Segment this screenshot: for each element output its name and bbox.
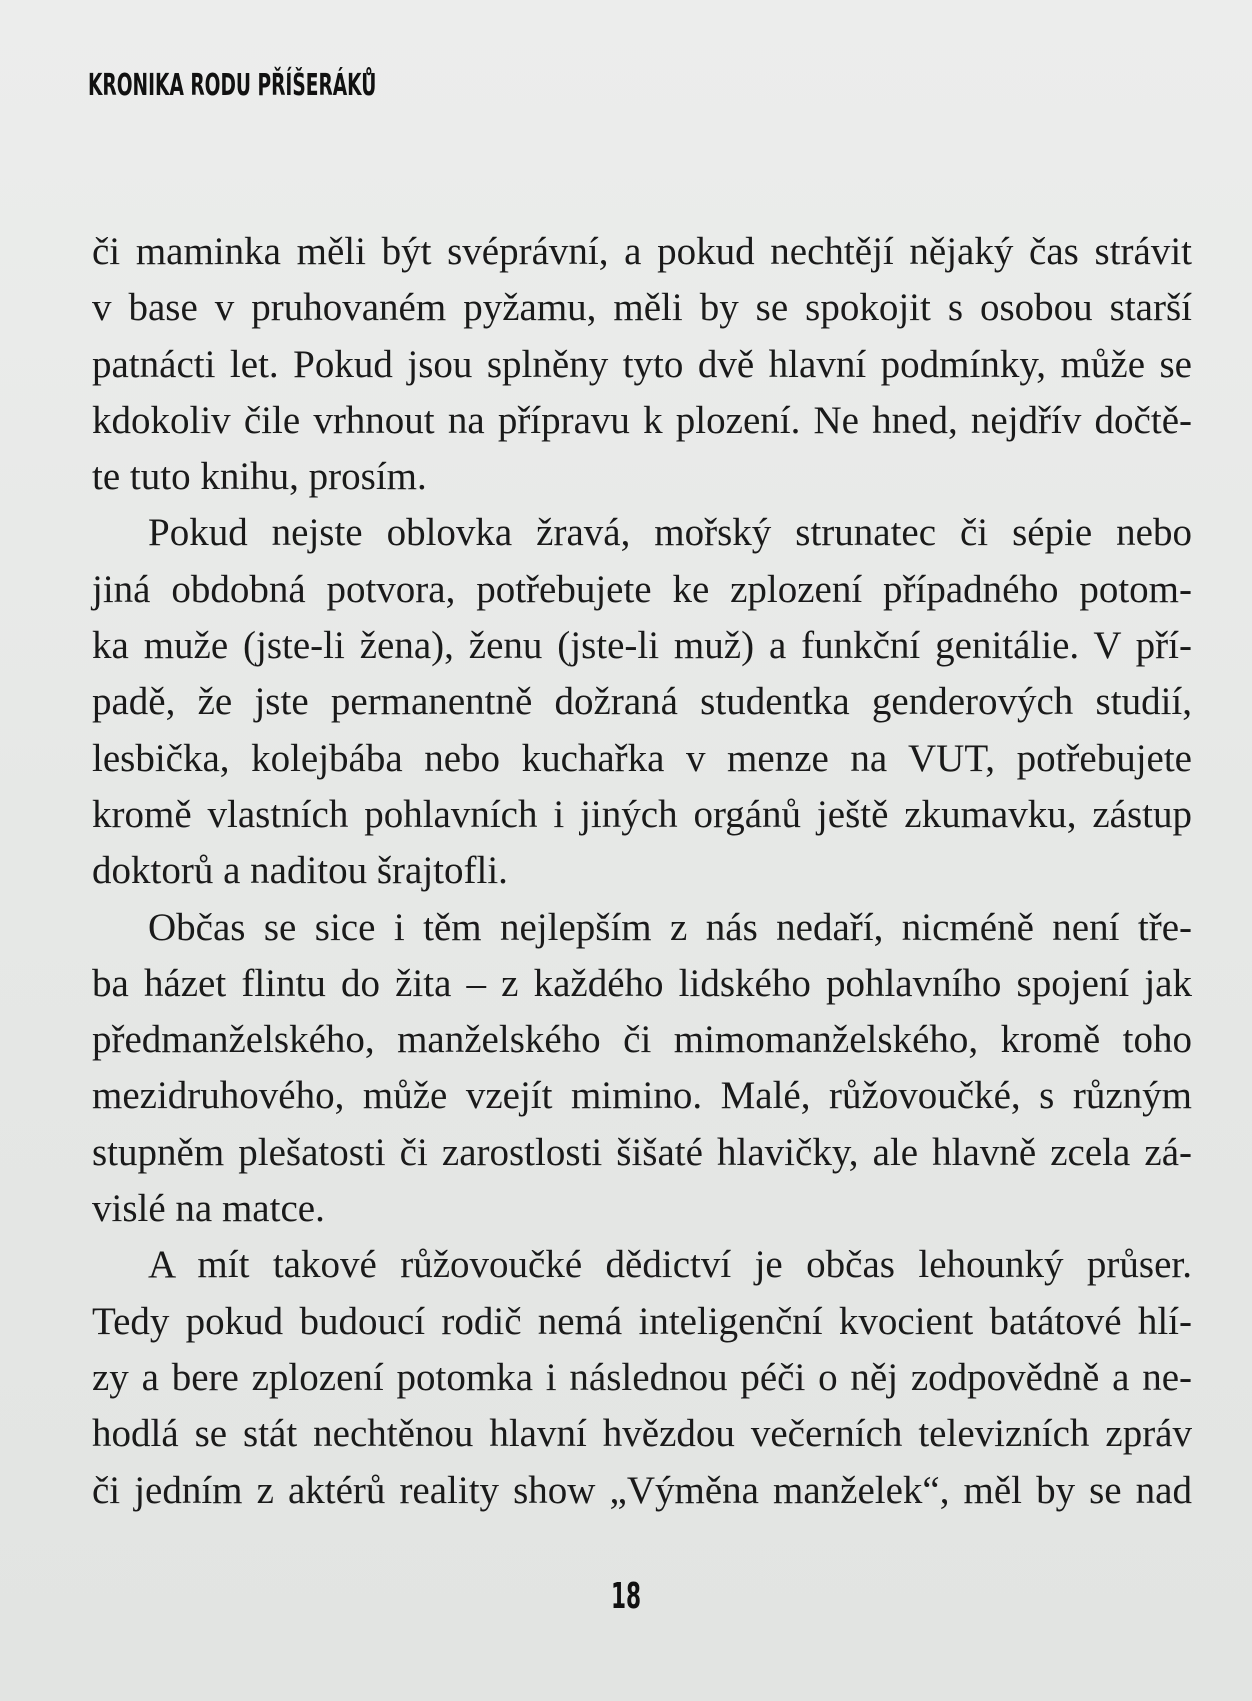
text-line: te tuto knihu, prosím. [92,455,427,499]
text-line: lesbička, kolejbába nebo kuchařka v menze na VUT, potřebujete [92,736,1192,780]
text-line: hodlá se stát nechtěnou hlavní hvězdou večerních televizních zpráv [92,1412,1192,1456]
body-text [92,224,1192,1519]
text-line: mezidruhového, může vzejít mimino. Malé, růžovoučké, s různým [92,1074,1192,1118]
text-line: A mít takové růžovoučké dědictví je občas lehounký průser. [148,1243,1192,1287]
text-line: padě, že jste permanentně dožraná studentka genderových studií, [92,680,1192,724]
text-line: v base v pruhovaném pyžamu, měli by se spokojit s osobou starší [92,286,1192,330]
text-line: Občas se sice i těm nejlepším z nás nedaří, nicméně není tře- [148,905,1192,949]
text-line: stupněm plešatosti či zarostlosti šišaté hlavičky, ale hlavně zcela zá- [92,1130,1192,1174]
text-line: ka muže (jste-li žena), ženu (jste-li muž) a funkční genitálie. V pří- [92,624,1192,668]
text-line: či jedním z aktérů reality show „Výměna manželek“, měl by se nad [92,1468,1192,1512]
text-line: Tedy pokud budoucí rodič nemá inteligenční kvocient batátové hlí- [92,1299,1192,1343]
text-line: vislé na matce. [92,1187,325,1231]
text-line: patnácti let. Pokud jsou splněny tyto dvě hlavní podmínky, může se [92,342,1192,386]
text-line: doktorů a naditou šrajtofli. [92,849,508,893]
text-line: Pokud nejste oblovka žravá, mořský strunatec či sépie nebo [148,511,1192,555]
page-number: 18 [610,1576,642,1617]
running-head: KRONIKA RODU PŘÍŠERÁKŮ [88,68,377,103]
text-line: kdokoliv čile vrhnout na přípravu k plození. Ne hned, nejdřív dočtě- [92,398,1192,442]
text-line: zy a bere zplození potomka i následnou péči o něj zodpovědně a ne- [92,1355,1192,1399]
text-line: kromě vlastních pohlavních i jiných orgánů ještě zkumavku, zástup [92,792,1192,836]
text-line: předmanželského, manželského či mimomanželského, kromě toho [92,1018,1192,1062]
text-line: jiná obdobná potvora, potřebujete ke zplození případného potom- [92,567,1192,611]
text-line: ba házet flintu do žita – z každého lidského pohlavního spojení jak [92,961,1192,1005]
text-line: či maminka měli být svéprávní, a pokud nechtějí nějaký čas strávit [92,230,1192,273]
